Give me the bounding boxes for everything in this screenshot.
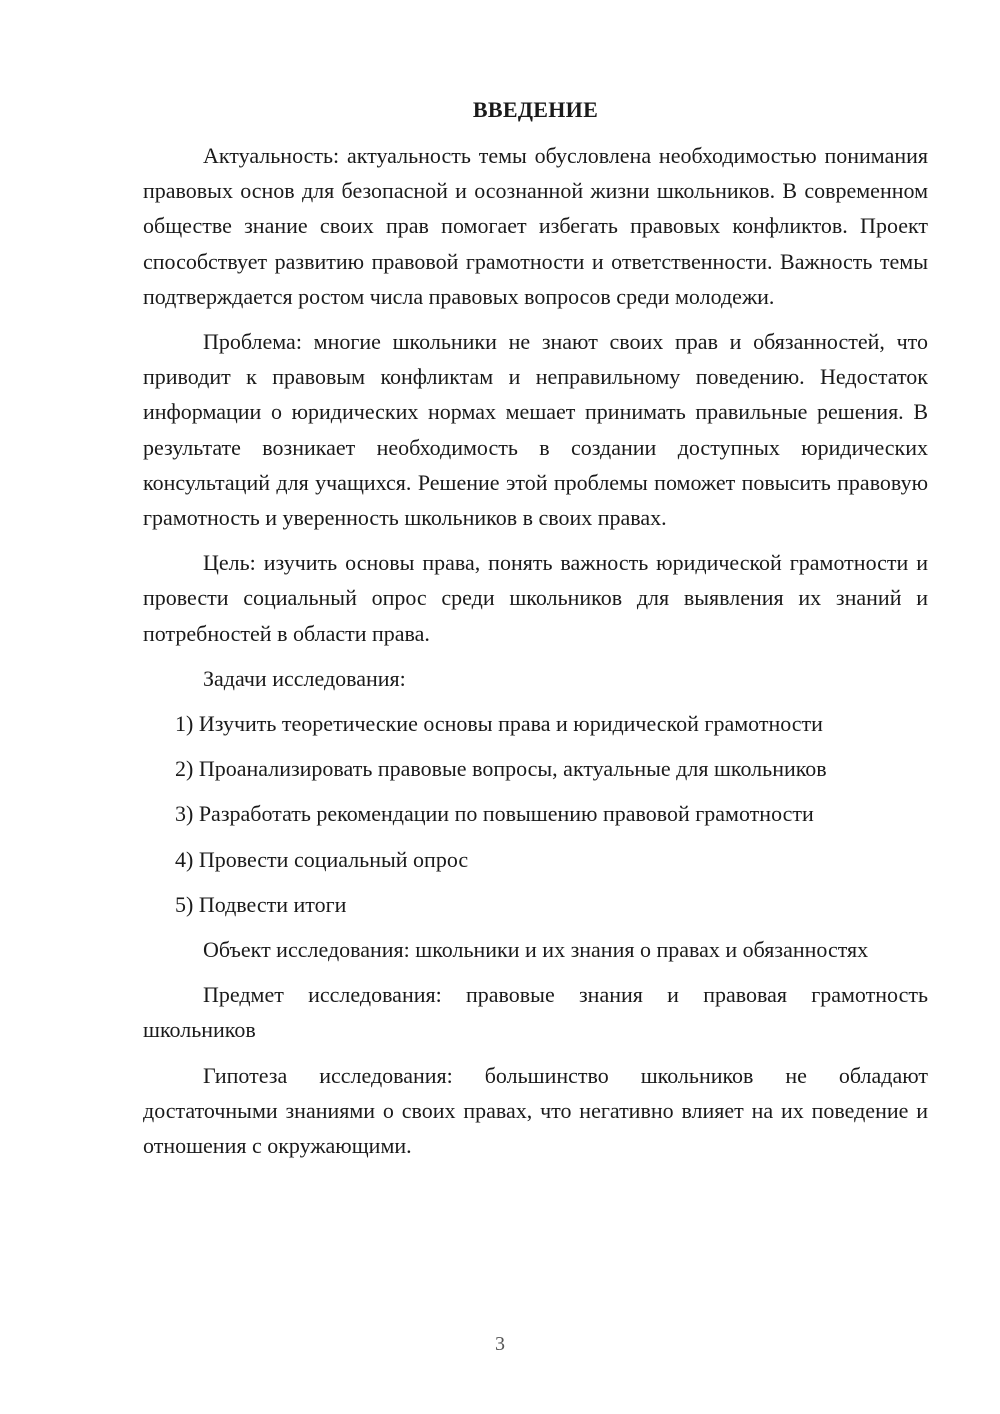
task-item-5: 5) Подвести итоги	[175, 891, 347, 917]
task-item-3: 3) Разработать рекомендации по повышению правовой грамотности	[175, 801, 814, 827]
paragraph-hypothesis: Гипотеза исследования: большинство школьников не обладают достаточными знаниями о своих правах, что негативно влияет на их поведение и отношения с окружающими.	[143, 1062, 928, 1159]
tasks-heading: Задачи исследования:	[203, 665, 406, 691]
paragraph-problem: Проблема: многие школьники не знают своих прав и обязанностей, что приводит к правовым конфликтам и неправильному поведению. Недостаток информации о юридических нормах мешает принимать правильные решения. В результате возникает необходимость в создании доступных юридических консультаций для учащихся. Решение этой проблемы поможет повысить правовую грамотность и уверенность школьников в своих правах.	[143, 329, 928, 531]
document-page	[143, 92, 928, 1163]
paragraph-object: Объект исследования: школьники и их знания о правах и обязанностях	[203, 937, 869, 963]
task-item-2: 2) Проанализировать правовые вопросы, актуальные для школьников	[175, 756, 827, 782]
paragraph-subject: Предмет исследования: правовые знания и правовая грамотность школьников	[143, 982, 928, 1043]
page-number: 3	[495, 1333, 505, 1355]
paragraph-goal: Цель: изучить основы права, понять важность юридической грамотности и провести социальный опрос среди школьников для выявления их знаний и потребностей в области права.	[143, 550, 928, 646]
paragraph-relevance: Актуальность: актуальность темы обусловлена необходимостью понимания правовых основ для безопасной и осознанной жизни школьников. В современном обществе знание своих прав помогает избегать правовых конфликтов. Проект способствует развитию правовой грамотности и ответственности. Важность темы подтверждается ростом числа правовых вопросов среди молодежи.	[143, 143, 928, 309]
task-item-4: 4) Провести социальный опрос	[175, 846, 469, 872]
task-item-1: 1) Изучить теоретические основы права и юридической грамотности	[175, 711, 823, 737]
page-title: ВВЕДЕНИЕ	[472, 97, 599, 122]
